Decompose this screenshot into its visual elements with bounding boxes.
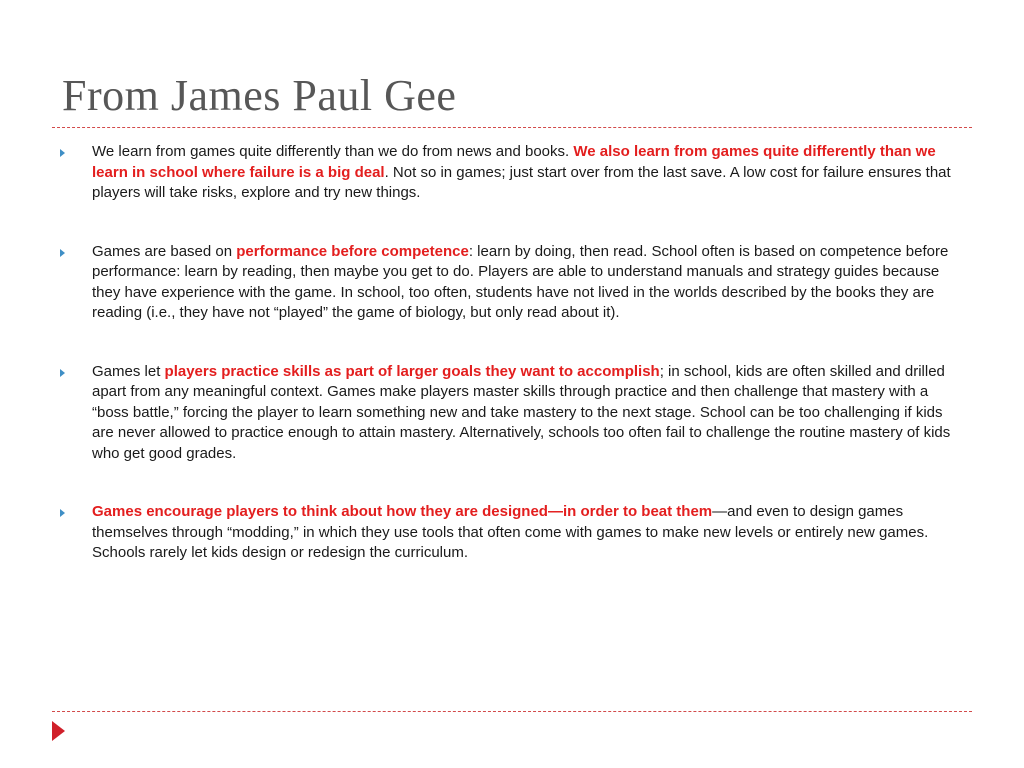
bullet-highlight: We also learn from games quite differently than we learn in school where failure is a big deal [92,143,936,181]
triangle-right-icon [60,509,65,517]
bullet-highlight: Games encourage players to think about how they are designed—in order to beat them [92,503,713,520]
bullet-item [60,362,965,465]
bullet-text: —and even to design games themselves through “modding,” in which they use tools that often come with games to make new levels or entirely new games. Schools rarely let kids design or redesign the curriculum. [92,503,929,561]
bullet-highlight: performance before competence [236,242,469,260]
bullet-highlight: players practice skills as part of larger goals they want to accomplish [164,362,660,380]
bullet-text: . Not so in games; just start over from the last save. A low cost for failure ensures that players will take risks, explore and try new things. [92,163,951,201]
bullet-list [60,142,965,602]
bullet-item [60,242,965,324]
top-divider [52,127,972,128]
slide-title: From James Paul Gee [62,71,457,120]
triangle-right-icon [60,149,65,157]
triangle-right-icon [60,249,65,257]
triangle-right-icon [60,369,65,377]
bottom-divider [52,711,972,712]
bullet-text: : learn by doing, then read. School often is based on competence before performance: learn by reading, then maybe you get to do. Players are able to understand manuals and strategy guides because they have experience with the game. In school, too often, students have not lived in the worlds described by the books they are reading (i.e., they have not “played” the game of biology, but only read about it). [92,242,949,321]
bullet-item [60,502,965,564]
bullet-item [60,142,965,204]
bullet-text: Games are based on [92,242,237,260]
bullet-text: We learn from games quite differently than we do from news and books. [92,143,574,160]
bullet-text: Games let [92,362,165,380]
bullet-text: ; in school, kids are often skilled and drilled apart from any meaningful context. Games make players master skills through practice and then challenge that mastery with a “boss battle,” forcing the player to learn something new and take mastery to the next stage. School can be too challenging if kids are never allowed to practice enough to attain mastery. Alternatively, schools too often fail to challenge the routine mastery of kids who get good grades. [92,362,951,462]
triangle-right-icon [52,721,65,741]
